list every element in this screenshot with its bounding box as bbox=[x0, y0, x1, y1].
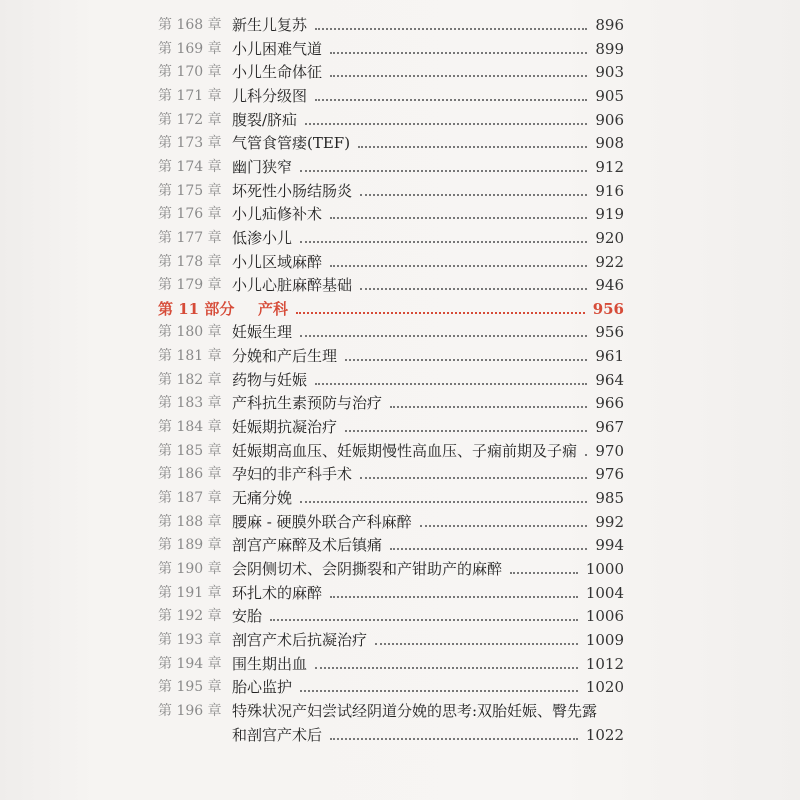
chapter-title: 和剖宫产术后 bbox=[232, 725, 323, 744]
chapter-number: 第 192 章 bbox=[158, 608, 222, 625]
leader-dots bbox=[300, 315, 587, 337]
chapter-title: 会阴侧切术、会阴撕裂和产钳助产的麻醉 bbox=[232, 559, 503, 578]
leader-dots bbox=[330, 576, 578, 598]
page-number: 956 bbox=[595, 323, 624, 342]
chapter-number: 第 170 章 bbox=[158, 64, 222, 81]
chapter-title: 无痛分娩 bbox=[232, 489, 293, 507]
leader-dots bbox=[390, 528, 587, 550]
page-number: 916 bbox=[595, 181, 624, 200]
page-number: 906 bbox=[595, 110, 624, 129]
chapter-number: 第 196 章 bbox=[158, 702, 222, 719]
leader-dots bbox=[390, 386, 587, 408]
chapter-title: 药物与妊娠 bbox=[232, 370, 308, 389]
page-number: 912 bbox=[595, 157, 624, 176]
page-number: 992 bbox=[595, 512, 624, 531]
chapter-number: 第 187 章 bbox=[158, 490, 222, 506]
leader-dots bbox=[358, 126, 587, 148]
chapter-number: 第 184 章 bbox=[158, 419, 222, 436]
chapter-number: 第 195 章 bbox=[158, 679, 222, 696]
chapter-title: 剖宫产麻醉及术后镇痛 bbox=[232, 536, 383, 555]
leader-dots bbox=[345, 339, 587, 361]
page-number: 1004 bbox=[585, 583, 624, 602]
leader-dots bbox=[300, 221, 587, 243]
leader-dots bbox=[315, 363, 587, 385]
chapter-title: 儿科分级图 bbox=[232, 86, 308, 105]
leader-dots bbox=[585, 434, 587, 456]
chapter-number: 第 168 章 bbox=[158, 17, 222, 33]
chapter-title: 妊娠期高血压、妊娠期慢性高血压、子痫前期及子痫 bbox=[232, 441, 578, 460]
chapter-title: 小儿区域麻醉 bbox=[232, 252, 323, 271]
toc-entry bbox=[158, 724, 624, 746]
chapter-number: 第 178 章 bbox=[158, 253, 222, 270]
chapter-title: 气管食管瘘(TEF) bbox=[232, 134, 351, 153]
leader-dots bbox=[296, 292, 585, 314]
chapter-title: 小儿心脏麻醉基础 bbox=[232, 276, 353, 295]
chapter-number: 第 173 章 bbox=[158, 135, 222, 152]
chapter-title: 小儿生命体征 bbox=[232, 63, 323, 82]
page-number: 1022 bbox=[585, 725, 624, 744]
leader-dots bbox=[305, 103, 587, 125]
page-number: 899 bbox=[595, 39, 624, 58]
page-number: 1009 bbox=[585, 630, 624, 649]
chapter-number: 第 188 章 bbox=[158, 513, 222, 530]
chapter-number: 第 179 章 bbox=[158, 277, 222, 294]
chapter-number: 第 189 章 bbox=[158, 537, 222, 554]
chapter-number: 第 181 章 bbox=[158, 348, 222, 365]
page-number: 903 bbox=[595, 63, 624, 82]
leader-dots bbox=[300, 670, 578, 692]
chapter-number: 第 183 章 bbox=[158, 395, 222, 412]
chapter-title: 孕妇的非产科手术 bbox=[232, 465, 353, 484]
chapter-number: 第 171 章 bbox=[158, 87, 222, 104]
leader-dots bbox=[330, 32, 587, 54]
leader-dots bbox=[360, 457, 587, 479]
page-number: 1006 bbox=[585, 607, 624, 626]
page-number: 970 bbox=[595, 441, 624, 460]
chapter-number: 第 193 章 bbox=[158, 631, 222, 648]
leader-dots bbox=[375, 623, 578, 645]
chapter-number: 第 172 章 bbox=[158, 111, 222, 128]
leader-dots bbox=[300, 481, 587, 503]
chapter-number: 第 190 章 bbox=[158, 560, 222, 577]
page-number: 976 bbox=[595, 465, 624, 484]
chapter-number: 第 175 章 bbox=[158, 182, 222, 199]
chapter-number: 第 191 章 bbox=[158, 584, 222, 601]
page-number: 922 bbox=[595, 252, 624, 271]
chapter-number: 第 176 章 bbox=[158, 206, 222, 223]
leader-dots bbox=[315, 647, 578, 669]
leader-dots bbox=[360, 268, 587, 290]
chapter-number: 第 180 章 bbox=[158, 324, 222, 341]
chapter-number: 第 174 章 bbox=[158, 158, 222, 175]
page-number: 985 bbox=[595, 489, 624, 507]
page-number: 967 bbox=[595, 418, 624, 437]
chapter-title: 剖宫产术后抗凝治疗 bbox=[232, 630, 368, 649]
chapter-title: 新生儿复苏 bbox=[232, 16, 308, 34]
chapter-title: 腰麻 - 硬膜外联合产科麻醉 bbox=[232, 512, 412, 531]
chapter-title: 分娩和产后生理 bbox=[232, 347, 338, 366]
chapter-title: 坏死性小肠结肠炎 bbox=[232, 181, 353, 200]
chapter-title: 小儿疝修补术 bbox=[232, 205, 323, 224]
chapter-title: 幽门狭窄 bbox=[232, 157, 293, 176]
chapter-title: 安胎 bbox=[232, 607, 263, 626]
leader-dots bbox=[330, 718, 578, 740]
chapter-title: 妊娠生理 bbox=[232, 323, 293, 342]
chapter-number: 第 169 章 bbox=[158, 40, 222, 57]
page-number: 1012 bbox=[585, 654, 624, 673]
chapter-number: 第 11 部分 bbox=[158, 299, 235, 318]
chapter-number: 第 177 章 bbox=[158, 229, 222, 246]
chapter-title: 低渗小儿 bbox=[232, 228, 293, 247]
leader-dots bbox=[345, 410, 587, 432]
leader-dots bbox=[330, 197, 587, 219]
leader-dots bbox=[360, 174, 587, 196]
leader-dots bbox=[330, 55, 587, 77]
page-number: 961 bbox=[595, 347, 624, 366]
chapter-number: 第 186 章 bbox=[158, 466, 222, 483]
chapter-number: 第 185 章 bbox=[158, 442, 222, 459]
page-number: 896 bbox=[595, 16, 624, 34]
chapter-title: 产科 bbox=[258, 299, 289, 318]
page-number: 905 bbox=[595, 86, 624, 105]
page-number: 1000 bbox=[585, 559, 624, 578]
chapter-title: 胎心监护 bbox=[232, 678, 293, 697]
toc-entry bbox=[158, 416, 624, 438]
page-number: 908 bbox=[595, 134, 624, 153]
page-number: 994 bbox=[595, 536, 624, 555]
page-number: 920 bbox=[595, 228, 624, 247]
page-number: 946 bbox=[595, 276, 624, 295]
leader-dots bbox=[300, 150, 587, 172]
page-number: 1020 bbox=[585, 678, 624, 697]
leader-dots bbox=[420, 505, 587, 527]
chapter-title: 妊娠期抗凝治疗 bbox=[232, 418, 338, 437]
chapter-title: 产科抗生素预防与治疗 bbox=[232, 394, 383, 413]
leader-dots bbox=[510, 552, 578, 574]
chapter-title: 小儿困难气道 bbox=[232, 39, 323, 58]
page-number: 956 bbox=[592, 299, 624, 318]
page-number: 964 bbox=[595, 370, 624, 389]
leader-dots bbox=[330, 245, 587, 267]
chapter-title: 腹裂/脐疝 bbox=[232, 110, 298, 129]
leader-dots bbox=[270, 599, 578, 621]
page-number: 919 bbox=[595, 205, 624, 224]
chapter-number: 第 194 章 bbox=[158, 655, 222, 672]
chapter-number: 第 182 章 bbox=[158, 371, 222, 388]
chapter-title: 特殊状况产妇尝试经阴道分娩的思考:双胎妊娠、臀先露 bbox=[232, 701, 598, 720]
chapter-title: 围生期出血 bbox=[232, 654, 308, 673]
toc-entry bbox=[158, 676, 624, 698]
page-number: 966 bbox=[595, 394, 624, 413]
leader-dots bbox=[315, 79, 587, 101]
leader-dots bbox=[315, 8, 587, 30]
chapter-title: 环扎术的麻醉 bbox=[232, 583, 323, 602]
